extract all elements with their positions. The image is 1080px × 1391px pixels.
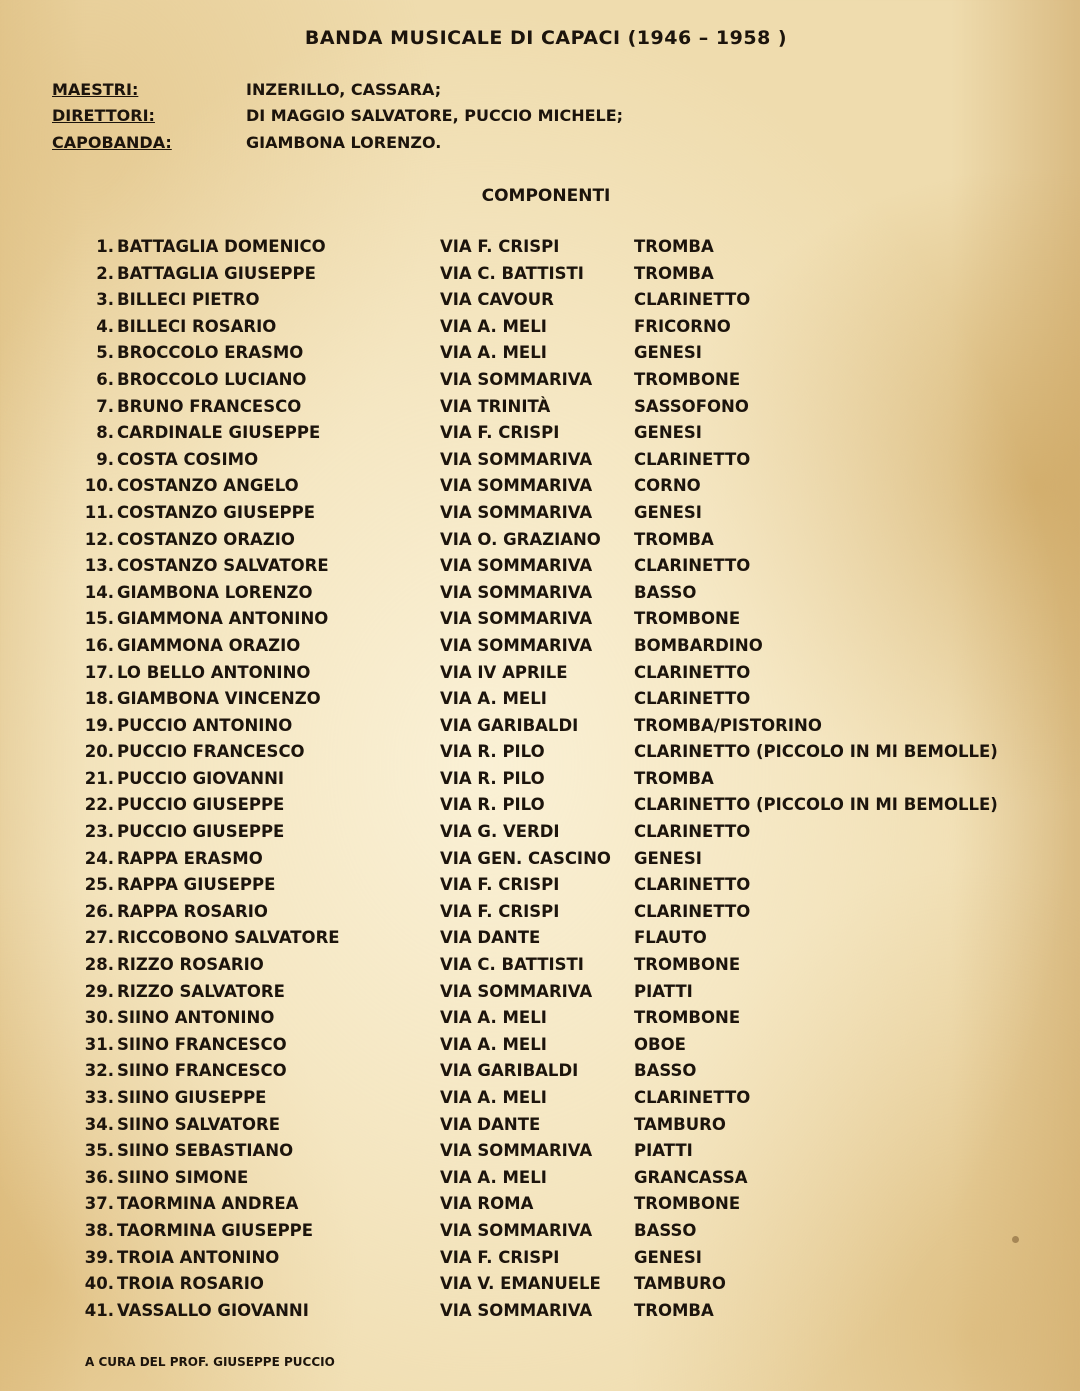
member-row <box>0 982 1080 1009</box>
member-instrument: CLARINETTO <box>634 689 751 709</box>
member-number: 36. <box>84 1167 114 1187</box>
member-address: VIA GARIBALDI <box>440 1061 579 1081</box>
member-row <box>0 1008 1080 1035</box>
member-row <box>0 636 1080 663</box>
member-row <box>0 902 1080 929</box>
member-name: COSTANZO SALVATORE <box>117 556 329 576</box>
member-instrument: PIATTI <box>634 981 693 1001</box>
member-row <box>0 423 1080 450</box>
member-address: VIA A. MELI <box>440 1088 547 1107</box>
member-address: VIA SOMMARIVA <box>440 502 593 522</box>
member-name: COSTANZO ANGELO <box>117 476 299 496</box>
member-name: BILLECI PIETRO <box>117 290 260 310</box>
member-name: PUCCIO ANTONINO <box>117 715 293 735</box>
member-row <box>0 397 1080 424</box>
member-row <box>0 476 1080 503</box>
member-name: RAPPA GIUSEPPE <box>117 875 276 895</box>
member-number: 19. <box>84 715 114 735</box>
member-row <box>0 742 1080 769</box>
member-instrument: TROMBONE <box>634 1008 741 1028</box>
member-name: PUCCIO FRANCESCO <box>117 742 305 762</box>
member-address: VIA F. CRISPI <box>440 901 560 921</box>
member-number: 31. <box>84 1034 114 1054</box>
member-name: CARDINALE GIUSEPPE <box>117 423 321 443</box>
member-number: 5. <box>96 343 114 363</box>
member-number: 11. <box>84 502 114 522</box>
member-number: 1. <box>96 237 114 256</box>
member-name: RIZZO SALVATORE <box>117 981 285 1001</box>
member-name: GIAMMONA ANTONINO <box>117 609 329 629</box>
member-instrument: CLARINETTO <box>634 875 751 895</box>
member-row <box>0 849 1080 876</box>
member-name: COSTANZO GIUSEPPE <box>117 502 315 522</box>
member-instrument: TROMBONE <box>634 609 741 629</box>
member-row <box>0 1221 1080 1248</box>
member-row <box>0 343 1080 370</box>
member-number: 21. <box>84 768 114 788</box>
member-name: VASSALLO GIOVANNI <box>117 1300 309 1320</box>
member-instrument: CLARINETTO <box>634 290 751 310</box>
member-instrument: CLARINETTO <box>634 449 751 469</box>
member-row <box>0 609 1080 636</box>
member-instrument: GENESI <box>634 848 702 868</box>
member-number: 22. <box>84 795 114 815</box>
member-address: VIA C. BATTISTI <box>440 955 584 975</box>
member-row <box>0 1088 1080 1115</box>
member-address: VIA SOMMARIVA <box>440 1220 593 1240</box>
member-instrument: SASSOFONO <box>634 396 749 416</box>
member-name: SIINO FRANCESCO <box>117 1061 287 1081</box>
member-name: RIZZO ROSARIO <box>117 955 264 975</box>
member-instrument: TAMBURO <box>634 1114 726 1134</box>
member-address: VIA SOMMARIVA <box>440 609 593 629</box>
member-row <box>0 530 1080 557</box>
member-instrument: OBOE <box>634 1034 686 1054</box>
member-row <box>0 716 1080 743</box>
member-instrument: BASSO <box>634 582 697 602</box>
member-address: VIA DANTE <box>440 1114 541 1134</box>
member-instrument: GENESI <box>634 1247 702 1267</box>
member-address: VIA O. GRAZIANO <box>440 529 601 549</box>
member-instrument: FLAUTO <box>634 928 707 948</box>
member-address: VIA SOMMARIVA <box>440 476 593 496</box>
member-name: SIINO ANTONINO <box>117 1008 275 1028</box>
member-address: VIA A. MELI <box>440 689 547 709</box>
member-instrument: GENESI <box>634 423 702 443</box>
member-row <box>0 503 1080 530</box>
document-title: BANDA MUSICALE DI CAPACI (1946 – 1958 ) <box>304 27 788 49</box>
member-row <box>0 955 1080 982</box>
member-row <box>0 556 1080 583</box>
member-instrument: CLARINETTO <box>634 556 751 576</box>
member-name: BRUNO FRANCESCO <box>117 396 302 416</box>
member-address: VIA SOMMARIVA <box>440 1300 593 1320</box>
member-row <box>0 822 1080 849</box>
member-address: VIA SOMMARIVA <box>440 449 593 469</box>
member-name: RAPPA ROSARIO <box>117 901 268 921</box>
member-number: 24. <box>84 848 114 868</box>
member-number: 32. <box>84 1061 114 1081</box>
member-row <box>0 1301 1080 1328</box>
member-name: COSTA COSIMO <box>117 449 259 469</box>
member-number: 38. <box>84 1220 114 1240</box>
member-instrument: TROMBA <box>634 237 714 256</box>
member-instrument: TROMBONE <box>634 955 741 975</box>
member-address: VIA IV APRILE <box>440 662 568 682</box>
member-number: 6. <box>96 369 114 389</box>
member-instrument: CORNO <box>634 476 701 496</box>
member-number: 17. <box>84 662 114 682</box>
member-instrument: BOMBARDINO <box>634 635 763 655</box>
member-number: 10. <box>84 476 114 496</box>
meta-value: INZERILLO, CASSARA; <box>246 80 442 99</box>
member-number: 13. <box>84 556 114 576</box>
member-address: VIA GEN. CASCINO <box>440 848 611 868</box>
member-row <box>0 1115 1080 1142</box>
member-name: BATTAGLIA DOMENICO <box>117 237 326 256</box>
member-name: GIAMBONA LORENZO <box>117 582 313 602</box>
member-number: 18. <box>84 689 114 709</box>
member-row <box>0 875 1080 902</box>
member-number: 33. <box>84 1088 114 1107</box>
member-instrument: BASSO <box>634 1220 697 1240</box>
member-number: 35. <box>84 1141 114 1161</box>
member-address: VIA SOMMARIVA <box>440 556 593 576</box>
member-number: 28. <box>84 955 114 975</box>
member-number: 23. <box>84 822 114 842</box>
member-instrument: TROMBA <box>634 768 714 788</box>
section-title-componenti: COMPONENTI <box>481 186 611 206</box>
member-address: VIA DANTE <box>440 928 541 948</box>
member-instrument: CLARINETTO (PICCOLO IN MI BEMOLLE) <box>634 795 998 815</box>
member-row <box>0 1035 1080 1062</box>
member-row <box>0 795 1080 822</box>
member-number: 27. <box>84 928 114 948</box>
member-address: VIA C. BATTISTI <box>440 263 584 283</box>
member-address: VIA GARIBALDI <box>440 715 579 735</box>
member-number: 16. <box>84 635 114 655</box>
member-row <box>0 1061 1080 1088</box>
member-instrument: TROMBA <box>634 263 714 283</box>
member-address: VIA F. CRISPI <box>440 237 560 256</box>
member-instrument: GRANCASSA <box>634 1167 748 1187</box>
member-name: TAORMINA GIUSEPPE <box>117 1220 314 1240</box>
member-name: LO BELLO ANTONINO <box>117 662 311 682</box>
member-row <box>0 1141 1080 1168</box>
member-instrument: TROMBA <box>634 529 714 549</box>
member-name: GIAMMONA ORAZIO <box>117 635 301 655</box>
footer-credit: A CURA DEL PROF. GIUSEPPE PUCCIO <box>85 1355 335 1369</box>
member-name: COSTANZO ORAZIO <box>117 529 295 549</box>
member-row <box>0 928 1080 955</box>
member-instrument: CLARINETTO <box>634 662 751 682</box>
member-number: 37. <box>84 1194 114 1214</box>
member-instrument: TROMBA <box>634 1300 714 1320</box>
member-instrument: FRICORNO <box>634 316 731 336</box>
member-number: 40. <box>84 1274 114 1294</box>
member-number: 25. <box>84 875 114 895</box>
member-number: 9. <box>96 449 114 469</box>
member-row <box>0 317 1080 344</box>
member-number: 2. <box>96 263 114 283</box>
member-instrument: BASSO <box>634 1061 697 1081</box>
member-row <box>0 689 1080 716</box>
member-name: SIINO FRANCESCO <box>117 1034 287 1054</box>
member-row <box>0 1274 1080 1301</box>
member-row <box>0 1248 1080 1275</box>
member-name: TROIA ROSARIO <box>117 1274 264 1294</box>
member-row <box>0 450 1080 477</box>
member-address: VIA A. MELI <box>440 1034 547 1054</box>
member-address: VIA F. CRISPI <box>440 875 560 895</box>
member-number: 41. <box>84 1300 114 1320</box>
member-number: 3. <box>96 290 114 310</box>
member-number: 39. <box>84 1247 114 1267</box>
member-name: SIINO SALVATORE <box>117 1114 281 1134</box>
member-number: 26. <box>84 901 114 921</box>
member-instrument: TROMBA/PISTORINO <box>634 715 822 735</box>
member-number: 30. <box>84 1008 114 1028</box>
member-address: VIA F. CRISPI <box>440 1247 560 1267</box>
member-name: PUCCIO GIUSEPPE <box>117 795 285 815</box>
member-address: VIA SOMMARIVA <box>440 1141 593 1161</box>
member-instrument: CLARINETTO <box>634 822 751 842</box>
member-name: SIINO GIUSEPPE <box>117 1088 267 1107</box>
member-name: TROIA ANTONINO <box>117 1247 280 1267</box>
member-number: 8. <box>96 423 114 443</box>
member-row <box>0 237 1080 264</box>
members-list <box>0 237 1080 1327</box>
member-address: VIA R. PILO <box>440 742 545 762</box>
member-row <box>0 1168 1080 1195</box>
meta-value: GIAMBONA LORENZO. <box>246 133 442 152</box>
member-name: BROCCOLO ERASMO <box>117 343 304 363</box>
member-row <box>0 663 1080 690</box>
member-row <box>0 370 1080 397</box>
member-number: 4. <box>96 316 114 336</box>
member-instrument: CLARINETTO <box>634 901 751 921</box>
meta-label: DIRETTORI: <box>52 106 155 125</box>
member-address: VIA A. MELI <box>440 316 547 336</box>
member-instrument: GENESI <box>634 343 702 363</box>
member-row <box>0 769 1080 796</box>
member-name: PUCCIO GIOVANNI <box>117 768 285 788</box>
member-instrument: CLARINETTO (PICCOLO IN MI BEMOLLE) <box>634 742 998 762</box>
member-address: VIA V. EMANUELE <box>440 1274 601 1294</box>
member-row <box>0 290 1080 317</box>
member-name: RAPPA ERASMO <box>117 848 263 868</box>
member-name: GIAMBONA VINCENZO <box>117 689 321 709</box>
member-address: VIA ROMA <box>440 1194 534 1214</box>
member-number: 12. <box>84 529 114 549</box>
meta-label: CAPOBANDA: <box>52 133 172 152</box>
member-number: 14. <box>84 582 114 602</box>
member-address: VIA A. MELI <box>440 343 547 363</box>
member-row <box>0 583 1080 610</box>
member-instrument: CLARINETTO <box>634 1088 751 1107</box>
member-address: VIA R. PILO <box>440 768 545 788</box>
meta-label: MAESTRI: <box>52 80 139 99</box>
member-name: BROCCOLO LUCIANO <box>117 369 307 389</box>
member-number: 29. <box>84 981 114 1001</box>
member-address: VIA CAVOUR <box>440 290 554 310</box>
member-address: VIA A. MELI <box>440 1167 547 1187</box>
member-number: 20. <box>84 742 114 762</box>
member-address: VIA G. VERDI <box>440 822 560 842</box>
meta-value: DI MAGGIO SALVATORE, PUCCIO MICHELE; <box>246 106 624 125</box>
member-address: VIA SOMMARIVA <box>440 582 593 602</box>
member-address: VIA TRINITÀ <box>440 396 551 416</box>
member-address: VIA A. MELI <box>440 1008 547 1028</box>
member-instrument: TROMBONE <box>634 1194 741 1214</box>
member-instrument: GENESI <box>634 502 702 522</box>
member-number: 34. <box>84 1114 114 1134</box>
member-instrument: TROMBONE <box>634 369 741 389</box>
member-address: VIA SOMMARIVA <box>440 981 593 1001</box>
member-row <box>0 264 1080 291</box>
member-name: SIINO SEBASTIANO <box>117 1141 294 1161</box>
member-name: PUCCIO GIUSEPPE <box>117 822 285 842</box>
member-address: VIA SOMMARIVA <box>440 369 593 389</box>
member-name: SIINO SIMONE <box>117 1167 249 1187</box>
member-instrument: TAMBURO <box>634 1274 726 1294</box>
paper-stain <box>1012 1236 1019 1243</box>
member-name: TAORMINA ANDREA <box>117 1194 299 1214</box>
member-address: VIA R. PILO <box>440 795 545 815</box>
member-name: BATTAGLIA GIUSEPPE <box>117 263 316 283</box>
member-number: 7. <box>96 396 114 416</box>
member-address: VIA SOMMARIVA <box>440 635 593 655</box>
member-row <box>0 1194 1080 1221</box>
member-name: BILLECI ROSARIO <box>117 316 277 336</box>
member-instrument: PIATTI <box>634 1141 693 1161</box>
member-name: RICCOBONO SALVATORE <box>117 928 340 948</box>
member-number: 15. <box>84 609 114 629</box>
member-address: VIA F. CRISPI <box>440 423 560 443</box>
